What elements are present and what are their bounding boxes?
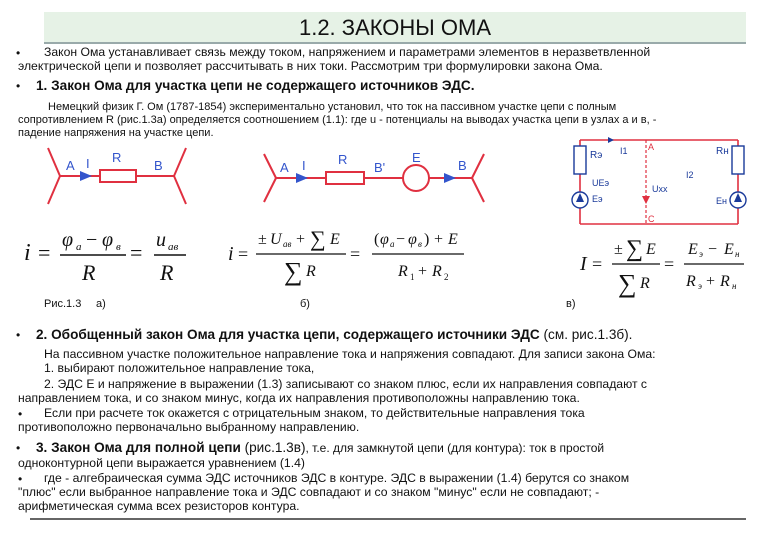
- circuit-c: [566, 134, 752, 230]
- figure-label-c: в): [566, 298, 576, 310]
- bullet: •: [18, 472, 23, 486]
- circuit-c-eleft: Eэ: [592, 194, 603, 204]
- svg-text:u: u: [156, 229, 166, 251]
- svg-text:+: +: [418, 263, 428, 280]
- section2-line-1: На пассивном участке положительное направление тока и напряжения совпадают. Для записи закона Ома:: [44, 347, 656, 361]
- section3-line-2: где - алгебраическая сумма ЭДС источников ЭДС в контуре. ЭДС в выражении (1.4) берутся со знаком: [44, 471, 630, 485]
- section1-text-1: Немецкий физик Г. Ом (1787-1854) экспериментально установил, что ток на пассивном участке цепи с полным: [48, 101, 617, 113]
- svg-text:+: +: [434, 231, 444, 248]
- bottom-divider: [30, 518, 746, 520]
- svg-text:±: ±: [258, 231, 267, 248]
- circuit-b: [260, 148, 490, 204]
- svg-text:1: 1: [410, 272, 415, 282]
- section2-heading-main: 2. Обобщенный закон Ома для участка цепи, содержащего источники ЭДС: [36, 327, 540, 342]
- section3-line-3: "плюс" если выбранное направление тока и ЭДС совпадают и со знаком "минус" если не совпадают; -: [18, 485, 600, 499]
- svg-text:2: 2: [444, 272, 449, 282]
- svg-text:R: R: [640, 275, 650, 292]
- svg-text:=: =: [130, 240, 143, 265]
- svg-text:ав: ав: [283, 239, 292, 249]
- circuit-c-uleft: UEэ: [592, 178, 610, 188]
- svg-text:∑: ∑: [626, 236, 644, 262]
- section3-heading-main: 3. Закон Ома для полной цепи: [36, 440, 241, 455]
- svg-text:=: =: [592, 254, 603, 274]
- section3-heading: [36, 440, 604, 455]
- section3-line-1: одноконтурной цепи выражается уравнением (1.4): [18, 456, 305, 470]
- svg-text:в: в: [418, 239, 422, 249]
- section2-line-4: направлением тока, и со знаком минус, когда их направления противоположны направлению тока.: [18, 391, 580, 405]
- section2-line-2: 1. выбирают положительное направление тока,: [44, 361, 315, 375]
- circuit-a: [44, 142, 190, 208]
- figure-label-b: б): [300, 298, 310, 310]
- svg-text:н: н: [735, 249, 740, 259]
- circuit-a-label-r: R: [112, 150, 122, 165]
- bullet: •: [16, 328, 21, 342]
- svg-text:φ: φ: [62, 229, 74, 251]
- figure-caption: Рис.1.3: [44, 298, 82, 310]
- svg-text:=: =: [350, 244, 361, 264]
- section3-heading-tail: , т.е. для замкнутой цепи (для контура): ток в простой: [305, 441, 605, 455]
- svg-text:R: R: [306, 263, 316, 280]
- circuit-b-label-e: E: [412, 150, 421, 165]
- svg-text:±: ±: [614, 241, 623, 258]
- svg-text:R: R: [82, 260, 96, 285]
- svg-text:н: н: [732, 281, 737, 291]
- svg-text:φ: φ: [408, 231, 417, 248]
- svg-text:R: R: [160, 260, 174, 285]
- section1-text-3: падение напряжения на участке цепи.: [18, 127, 214, 139]
- bullet: •: [16, 79, 21, 93]
- circuit-a-label-i: I: [86, 156, 90, 171]
- circuit-c-eright: Eн: [716, 196, 727, 206]
- svg-text:−: −: [708, 241, 718, 258]
- svg-text:э: э: [698, 281, 702, 291]
- svg-text:φ: φ: [102, 229, 114, 251]
- section2-line-3: 2. ЭДС E и напряжение в выражении (1.3) записывают со знаком плюс, если их направления совпадают с: [44, 377, 648, 391]
- formula-b: [226, 224, 492, 288]
- circuit-c-rright: Rн: [716, 146, 729, 157]
- svg-text:в: в: [116, 241, 121, 253]
- circuit-a-label-a: A: [66, 158, 75, 173]
- svg-text:E: E: [724, 241, 734, 258]
- svg-text:ав: ав: [168, 241, 179, 253]
- circuit-b-label-bprime: B': [374, 160, 386, 175]
- svg-text:R: R: [720, 273, 730, 290]
- section3-heading-suffix: (рис.1.3в): [240, 440, 306, 455]
- svg-text:∑: ∑: [618, 269, 637, 298]
- svg-text:∑: ∑: [310, 226, 326, 251]
- section1-text-2: сопротивлением R (рис.1.3а) определяется соотношением (1.1): где u - потенциалы на выводах участка цепи в узлах а и в, -: [18, 114, 657, 126]
- circuit-b-label-b: B: [458, 158, 467, 173]
- svg-text:E: E: [688, 241, 698, 258]
- svg-text:а: а: [76, 241, 82, 253]
- section3-line-4: арифметическая сумма всех резисторов контура.: [18, 499, 300, 513]
- section2-line-6: противоположно первоначально выбранному направлению.: [18, 420, 360, 434]
- section2-heading: [36, 327, 632, 342]
- section2-line-5: Если при расчете ток окажется с отрицательным знаком, то действительные направления тока: [44, 406, 585, 420]
- svg-text:E: E: [330, 231, 340, 248]
- svg-text:R: R: [398, 263, 408, 280]
- bullet: •: [16, 441, 21, 455]
- svg-text:E: E: [448, 231, 458, 248]
- bullet: •: [18, 407, 23, 421]
- svg-text:э: э: [699, 249, 703, 259]
- formula-a: [20, 222, 196, 288]
- formula-c: [578, 234, 770, 298]
- svg-text:+: +: [706, 273, 716, 290]
- figure-label-a: а): [96, 298, 106, 310]
- bullet: •: [16, 46, 21, 60]
- circuit-c-i2: I2: [686, 170, 694, 180]
- circuit-c-rleft: Rэ: [590, 150, 603, 161]
- circuit-b-label-i: I: [302, 158, 306, 173]
- svg-text:−: −: [396, 231, 406, 248]
- svg-text:=: =: [664, 254, 675, 274]
- svg-text:U: U: [270, 231, 282, 248]
- svg-text:E: E: [646, 241, 656, 258]
- svg-text:+: +: [296, 231, 306, 248]
- circuit-c-i1: I1: [620, 146, 628, 156]
- circuit-c-nodea: A: [648, 142, 655, 152]
- intro-line-2: электрической цепи и позволяет рассчитывать в них токи. Рассмотрим три формулировки закона Ома.: [18, 59, 603, 73]
- svg-text:φ: φ: [380, 231, 389, 248]
- section2-heading-suffix: (см. рис.1.3б).: [539, 327, 633, 342]
- svg-text:а: а: [390, 239, 395, 249]
- circuit-a-label-b: B: [154, 158, 163, 173]
- svg-text:−: −: [86, 229, 98, 251]
- circuit-b-label-a: A: [280, 160, 289, 175]
- title-bar: [44, 12, 746, 44]
- svg-text:(: (: [374, 231, 380, 248]
- circuit-c-umid: Uxx: [652, 184, 668, 194]
- page-title: 1.2. ЗАКОНЫ ОМА: [298, 15, 492, 40]
- svg-text:I: I: [580, 253, 587, 275]
- circuit-c-nodec: C: [648, 214, 655, 224]
- section1-heading: 1. Закон Ома для участка цепи не содержащего источников ЭДС.: [36, 78, 475, 93]
- svg-text:∑: ∑: [284, 257, 303, 286]
- svg-text:i: i: [228, 243, 234, 265]
- svg-text:i: i: [24, 240, 31, 266]
- svg-text:R: R: [686, 273, 696, 290]
- svg-text:=: =: [238, 244, 249, 264]
- circuit-b-label-r: R: [338, 152, 348, 167]
- svg-text:=: =: [38, 240, 51, 265]
- intro-line-1: Закон Ома устанавливает связь между током, напряжением и параметрами элементов в неразветвленной: [44, 45, 651, 59]
- svg-text:): ): [424, 231, 430, 248]
- svg-text:R: R: [432, 263, 442, 280]
